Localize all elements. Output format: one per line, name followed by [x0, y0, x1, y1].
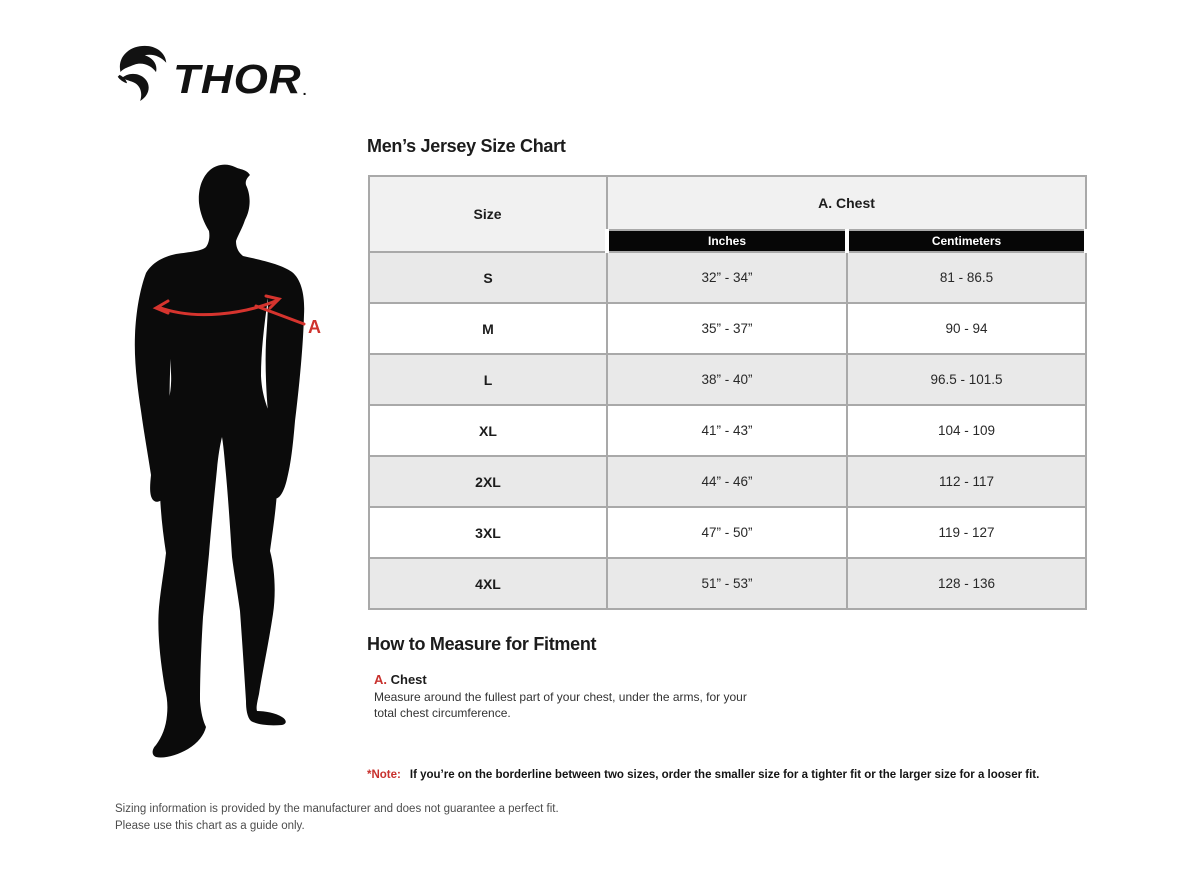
how-to-measure-heading: How to Measure for Fitment: [367, 634, 597, 654]
inches-value: 51” - 53”: [607, 558, 847, 609]
measure-marker-label: A: [308, 317, 321, 337]
size-label: 4XL: [369, 558, 607, 609]
size-label: L: [369, 354, 607, 405]
centimeters-value: 119 - 127: [847, 507, 1086, 558]
measure-item-chest: [374, 672, 762, 722]
size-label: S: [369, 252, 607, 303]
inches-value: 32” - 34”: [607, 252, 847, 303]
table-row: [369, 558, 1086, 609]
sizing-note: [367, 769, 1039, 781]
size-chart-title: Men’s Jersey Size Chart: [367, 136, 566, 156]
column-header-size: Size: [369, 176, 607, 252]
measure-item-description: Measure around the fullest part of your chest, under the arms, for your total chest circumference.: [374, 690, 747, 720]
inches-value: 44” - 46”: [607, 456, 847, 507]
measure-item-letter: A.: [374, 672, 387, 687]
fitment-figure: [110, 150, 360, 780]
ram-head-icon: [114, 42, 170, 104]
disclaimer-line-2: Please use this chart as a guide only.: [115, 819, 305, 832]
column-header-centimeters: Centimeters: [847, 230, 1086, 252]
table-row: [369, 354, 1086, 405]
size-chart-table: [368, 175, 1088, 610]
table-row: [369, 303, 1086, 354]
table-row: [369, 252, 1086, 303]
centimeters-value: 96.5 - 101.5: [847, 354, 1086, 405]
male-silhouette: [110, 150, 360, 780]
manufacturer-disclaimer: [115, 801, 559, 834]
centimeters-value: 104 - 109: [847, 405, 1086, 456]
brand-trademark-dot: .: [302, 82, 307, 98]
measure-item-label: [374, 672, 762, 687]
inches-value: 41” - 43”: [607, 405, 847, 456]
measure-item-name: Chest: [390, 672, 427, 687]
note-text: If you’re on the borderline between two sizes, order the smaller size for a tighter fit or the larger size for a looser fit.: [409, 769, 1040, 781]
table-row: [369, 507, 1086, 558]
column-header-chest: A. Chest: [607, 176, 1086, 230]
centimeters-value: 112 - 117: [847, 456, 1086, 507]
group-header-row: [369, 176, 1086, 230]
centimeters-value: 90 - 94: [847, 303, 1086, 354]
brand-wordmark: THOR: [173, 57, 302, 103]
thor-logo: [114, 42, 307, 104]
inches-value: 38” - 40”: [607, 354, 847, 405]
disclaimer-line-1: Sizing information is provided by the manufacturer and does not guarantee a perfect fit.: [115, 803, 559, 815]
inches-value: 47” - 50”: [607, 507, 847, 558]
table-row: [369, 456, 1086, 507]
centimeters-value: 81 - 86.5: [847, 252, 1086, 303]
centimeters-value: 128 - 136: [847, 558, 1086, 609]
inches-value: 35” - 37”: [607, 303, 847, 354]
size-label: 3XL: [369, 507, 607, 558]
table-row: [369, 405, 1086, 456]
size-label: M: [369, 303, 607, 354]
note-label: *Note:: [367, 769, 401, 781]
size-label: XL: [369, 405, 607, 456]
column-header-inches: Inches: [607, 230, 847, 252]
size-label: 2XL: [369, 456, 607, 507]
